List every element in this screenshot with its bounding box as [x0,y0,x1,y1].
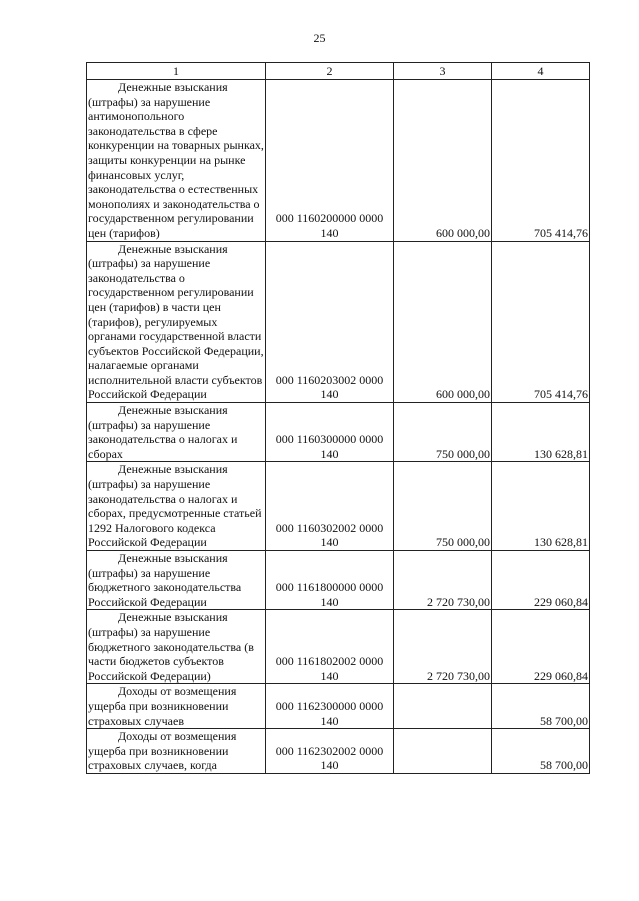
revenue-name: Доходы от возмещения ущерба при возникновении страховых случаев [87,684,266,729]
table-row [87,729,590,774]
amount-plan [394,684,492,729]
page-number: 25 [313,31,326,45]
table-header-row [87,63,590,80]
revenue-name: Денежные взыскания (штрафы) за нарушение бюджетного законодательства Российской Федерации [87,551,266,610]
revenue-name: Денежные взыскания (штрафы) за нарушение бюджетного законодательства (в части бюджетов субъектов Российской Федерации) [87,610,266,684]
column-header: 4 [492,63,590,80]
budget-code: 000 1161802002 0000 140 [266,610,394,684]
budget-code: 000 1160203002 0000 140 [266,241,394,403]
column-header: 1 [87,63,266,80]
table-row [87,241,590,403]
amount-plan: 750 000,00 [394,403,492,462]
budget-code: 000 1162302002 0000 140 [266,729,394,774]
table-row [87,610,590,684]
amount-actual: 130 628,81 [492,403,590,462]
table-row [87,403,590,462]
amount-plan: 600 000,00 [394,80,492,242]
budget-code: 000 1160302002 0000 140 [266,462,394,551]
revenue-table [86,62,590,774]
table-row [87,462,590,551]
amount-actual: 705 414,76 [492,241,590,403]
table-row [87,684,590,729]
amount-plan: 600 000,00 [394,241,492,403]
amount-plan: 2 720 730,00 [394,610,492,684]
revenue-name: Денежные взыскания (штрафы) за нарушение законодательства о налогах и сборах [87,403,266,462]
column-header: 2 [266,63,394,80]
budget-code: 000 1160200000 0000 140 [266,80,394,242]
budget-code: 000 1160300000 0000 140 [266,403,394,462]
table-row [87,80,590,242]
amount-plan [394,729,492,774]
amount-plan: 2 720 730,00 [394,551,492,610]
amount-actual: 58 700,00 [492,729,590,774]
revenue-name: Денежные взыскания (штрафы) за нарушение законодательства о государственном регулировании цен (тарифов) в части цен (тарифов), регулируемых органами государственной власти субъектов Российской Федерации, налагаемые органами исполнительной власти субъектов Российской Федерации [88,241,264,402]
amount-actual: 705 414,76 [492,80,590,242]
amount-actual: 229 060,84 [492,551,590,610]
table-row [87,551,590,610]
budget-code: 000 1161800000 0000 140 [266,551,394,610]
amount-actual: 58 700,00 [492,684,590,729]
amount-actual: 229 060,84 [492,610,590,684]
revenue-name: Денежные взыскания (штрафы) за нарушение антимонопольного законодательства в сфере конкуренции на товарных рынках, защиты конкуренции на рынке финансовых услуг, законодательства о естественных монополиях и законодательства о государственном регулировании цен (тарифов) [88,80,264,240]
amount-plan: 750 000,00 [394,462,492,551]
column-header: 3 [394,63,492,80]
budget-code: 000 1162300000 0000 140 [266,684,394,729]
amount-actual: 130 628,81 [492,462,590,551]
revenue-name: Доходы от возмещения ущерба при возникновении страховых случаев, когда [87,729,266,774]
revenue-name: Денежные взыскания (штрафы) за нарушение законодательства о налогах и сборах, предусмотренные статьей 1292 Налогового кодекса Российской Федерации [87,462,266,551]
